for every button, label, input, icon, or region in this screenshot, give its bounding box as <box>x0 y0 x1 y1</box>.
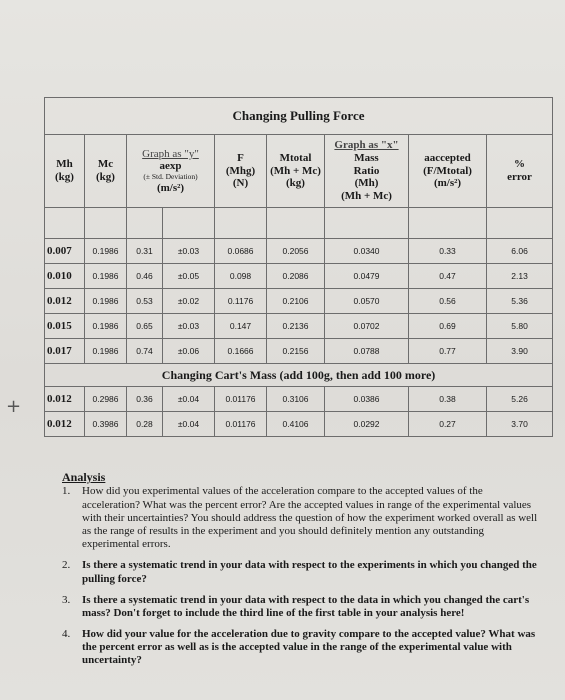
table-title: Changing Pulling Force <box>45 98 553 135</box>
cell-err: 6.06 <box>487 239 553 264</box>
cell-mc: 0.1986 <box>85 339 127 364</box>
cell-sd: ±0.06 <box>163 339 215 364</box>
cell-ratio: 0.0570 <box>325 289 409 314</box>
cell-ratio: 0.0340 <box>325 239 409 264</box>
cell-f: 0.1666 <box>215 339 267 364</box>
table-row <box>45 387 553 412</box>
cell-mh: 0.012 <box>45 289 85 314</box>
cell-mt: 0.2136 <box>267 314 325 339</box>
table-row <box>45 239 553 264</box>
header-error: % error <box>487 135 553 208</box>
cell-mt: 0.2106 <box>267 289 325 314</box>
cell-mh: 0.007 <box>45 239 85 264</box>
cell-mc: 0.1986 <box>85 264 127 289</box>
cell-mh: 0.012 <box>45 387 85 412</box>
plus-mark: + <box>6 396 22 417</box>
header-aaccepted: aaccepted (F/Mtotal) (m/s²) <box>409 135 487 208</box>
cell-mt: 0.2086 <box>267 264 325 289</box>
section-subtitle: Changing Cart's Mass (add 100g, then add 100 more) <box>45 364 553 387</box>
cell-mc: 0.2986 <box>85 387 127 412</box>
header-f: F (Mhg) (N) <box>215 135 267 208</box>
cell-acc: 0.27 <box>409 412 487 437</box>
analysis-heading: Analysis <box>62 470 106 484</box>
cell-acc: 0.38 <box>409 387 487 412</box>
cell-mc: 0.1986 <box>85 289 127 314</box>
analysis-question <box>62 559 542 585</box>
cell-acc: 0.77 <box>409 339 487 364</box>
cell-f: 0.147 <box>215 314 267 339</box>
header-mtotal: Mtotal (Mh + Mc) (kg) <box>267 135 325 208</box>
cell-mh: 0.010 <box>45 264 85 289</box>
cell-sd: ±0.03 <box>163 314 215 339</box>
cell-err: 2.13 <box>487 264 553 289</box>
cell-mh: 0.015 <box>45 314 85 339</box>
cell-a: 0.31 <box>127 239 163 264</box>
header-mh: Mh (kg) <box>45 135 85 208</box>
cell-a: 0.46 <box>127 264 163 289</box>
question-number: 3. <box>62 593 71 606</box>
header-mass-ratio: Graph as "x" Mass Ratio (Mh) (Mh + Mc) <box>325 135 409 208</box>
cell-ratio: 0.0386 <box>325 387 409 412</box>
cell-ratio: 0.0788 <box>325 339 409 364</box>
cell-acc: 0.69 <box>409 314 487 339</box>
header-mc: Mc (kg) <box>85 135 127 208</box>
cell-sd: ±0.04 <box>163 412 215 437</box>
question-number: 1. <box>62 485 71 498</box>
analysis-question <box>62 485 542 551</box>
table-row <box>45 289 553 314</box>
cell-ratio: 0.0702 <box>325 314 409 339</box>
question-number: 2. <box>62 559 71 572</box>
data-table <box>44 97 553 437</box>
table-row <box>45 314 553 339</box>
cell-mt: 0.2156 <box>267 339 325 364</box>
cell-a: 0.74 <box>127 339 163 364</box>
cell-f: 0.01176 <box>215 387 267 412</box>
cell-acc: 0.56 <box>409 289 487 314</box>
question-text: How did you experimental values of the acceleration compare to the accepted values of the acceleration? What was the percent error? Are the accepted values in range of the experimental values with their uncertainties? You should address the question of how the experiment worked overall as well as the range of results in the experiment and you should definitely mention any outstanding experimental errors. <box>82 485 538 551</box>
cell-mc: 0.1986 <box>85 239 127 264</box>
cell-ratio: 0.0479 <box>325 264 409 289</box>
cell-a: 0.53 <box>127 289 163 314</box>
cell-mc: 0.3986 <box>85 412 127 437</box>
cell-sd: ±0.03 <box>163 239 215 264</box>
analysis-question <box>62 628 542 668</box>
analysis-section <box>62 470 542 676</box>
cell-f: 0.0686 <box>215 239 267 264</box>
cell-mt: 0.2056 <box>267 239 325 264</box>
cell-mt: 0.3106 <box>267 387 325 412</box>
cell-mc: 0.1986 <box>85 314 127 339</box>
question-text: Is there a systematic trend in your data with respect to the data in which you changed the cart's mass? Don't forget to include the third line of the first table in your analysis here! <box>82 593 530 619</box>
cell-ratio: 0.0292 <box>325 412 409 437</box>
table-row <box>45 339 553 364</box>
question-text: How did your value for the acceleration due to gravity compare to the accepted value? What was the percent error as well as is the accepted value in the range of the experimental value with uncertainty? <box>82 628 536 667</box>
cell-err: 3.70 <box>487 412 553 437</box>
cell-acc: 0.33 <box>409 239 487 264</box>
cell-f: 0.098 <box>215 264 267 289</box>
cell-mh: 0.012 <box>45 412 85 437</box>
cell-f: 0.1176 <box>215 289 267 314</box>
cell-a: 0.28 <box>127 412 163 437</box>
cell-mt: 0.4106 <box>267 412 325 437</box>
cell-f: 0.01176 <box>215 412 267 437</box>
cell-mh: 0.017 <box>45 339 85 364</box>
cell-sd: ±0.02 <box>163 289 215 314</box>
cell-sd: ±0.04 <box>163 387 215 412</box>
question-number: 4. <box>62 628 71 641</box>
header-aexp: Graph as "y" aexp (± Std. Deviation) (m/s²) <box>127 135 215 208</box>
analysis-question <box>62 594 542 620</box>
cell-acc: 0.47 <box>409 264 487 289</box>
table-row <box>45 412 553 437</box>
question-text: Is there a systematic trend in your data with respect to the experiments in which you changed the pulling force? <box>82 559 537 585</box>
cell-err: 3.90 <box>487 339 553 364</box>
cell-sd: ±0.05 <box>163 264 215 289</box>
cell-a: 0.36 <box>127 387 163 412</box>
cell-err: 5.36 <box>487 289 553 314</box>
cell-err: 5.26 <box>487 387 553 412</box>
cell-a: 0.65 <box>127 314 163 339</box>
table-row <box>45 264 553 289</box>
cell-err: 5.80 <box>487 314 553 339</box>
